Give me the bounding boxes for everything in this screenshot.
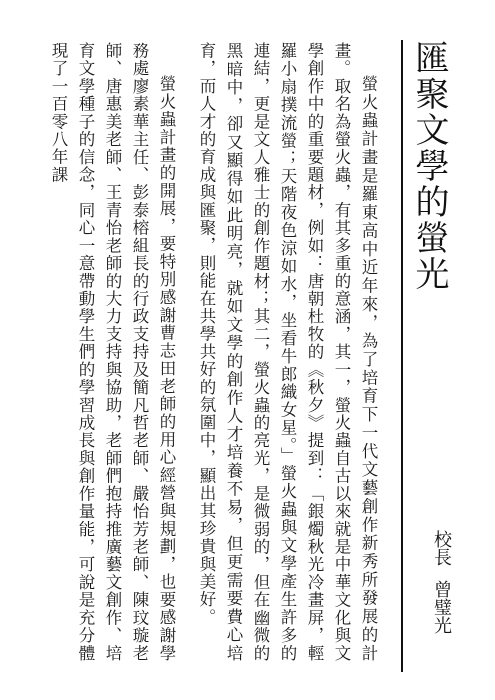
title-divider-line: [401, 40, 403, 672]
paragraph-2: 螢火蟲計畫的開展，要特別感謝曹志田老師的用心經營與規劃，也要感謝學務處廖素華主任、彭泰榕組長的行政支持及簡凡哲老師、嚴怡芳老師、陳玟璇老師、唐惠美老師、王青怡老師的大力支持與協助，老師們抱持推廣藝文創作、培育文學種子的信念，同心一意帶動學生們的學習成長與創作量能，可說是充分體現了一百零八年課: [49, 42, 176, 662]
signature: [411, 530, 451, 680]
signature-name: 曾璧光: [431, 580, 452, 634]
page-title: 匯聚文學的螢光: [409, 40, 449, 292]
paragraph-1: 螢火蟲計畫是羅東高中近年來，為了培育下一代文藝創作新秀所發展的計畫。取名為螢火蟲，有其多重的意涵，其一，螢火蟲自古以來就是中華文化與文學創作中的重要題材，例如：唐朝杜牧的《秋夕》提到：「銀燭秋光冷畫屏，輕羅小扇撲流螢；天階夜色涼如水，坐看牛郎織女星。」螢火蟲與文學產生許多的連結，更是文人雅士的創作題材；其二，螢火蟲的亮光，是微弱的，但在幽微的黑暗中，卻又顯得如此明亮，就如文學的創作人才培養不易，但更需要費心培育，而人才的育成與匯聚，則能在共學共好的氛圍中，顯出其珍貴與美好。: [197, 42, 378, 662]
signature-role: 校長: [431, 530, 452, 566]
body-text: [49, 42, 382, 662]
